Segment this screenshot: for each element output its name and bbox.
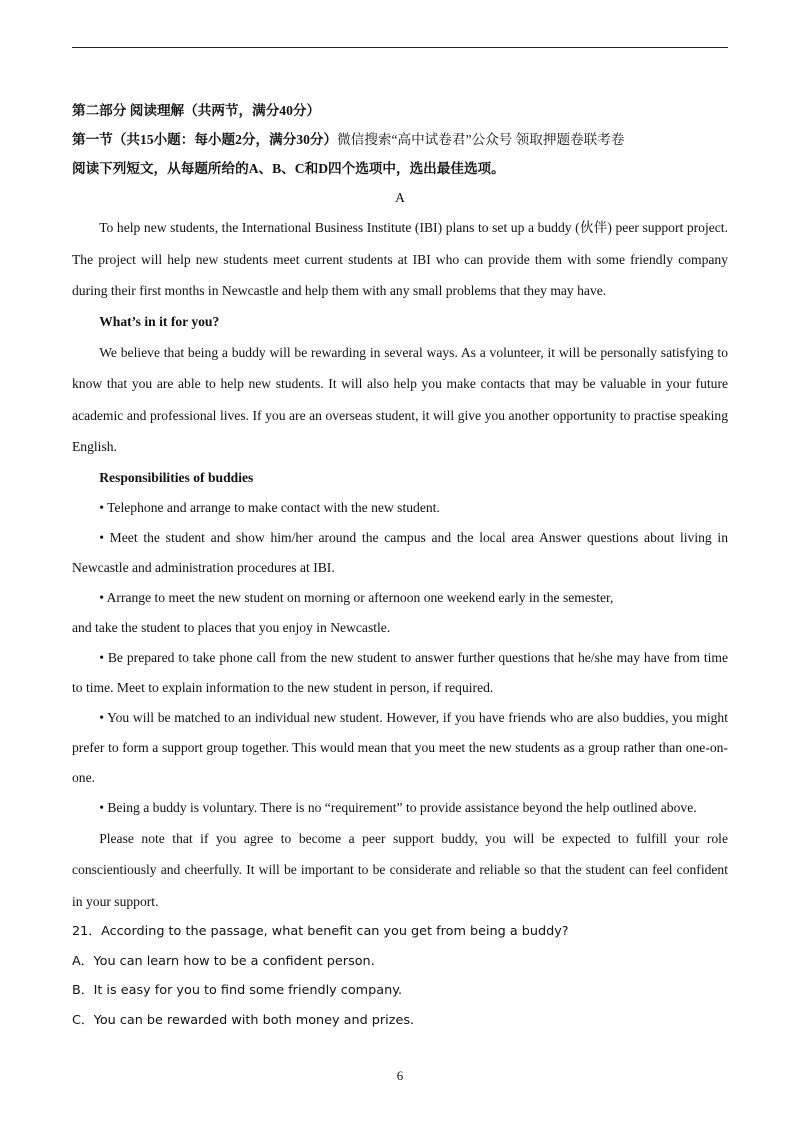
part-heading: 第二部分 阅读理解（共两节，满分40分） [72,103,321,118]
question-stem: 21．According to the passage, what benefit can you get from being a buddy? [72,924,569,939]
closing-paragraph: Please note that if you agree to become a peer support buddy, you will be expected to fulfill your role conscientiously and cheerfully. It will be important to be considerate and reliable so that the student can feel confident in your support. [72,830,728,909]
bullet-item: • Being a buddy is voluntary. There is no “requirement” to provide assistance beyond the help outlined above. [99,799,697,815]
passage-intro: To help new students, the International Business Institute (IBI) plans to set up a buddy (伙伴) peer support project. The project will help new students meet current students at IBI who can provide them with some friendly company during their first months in Newcastle and help them with any small problems that they may have. [72,220,728,298]
bullet-item-continued: and take the student to places that you enjoy in Newcastle. [72,619,391,635]
instruction: 阅读下列短文，从每题所给的A、B、C和D四个选项中，选出最佳选项。 [72,161,505,176]
page-number: 6 [396,1068,404,1083]
option-c: C．You can be rewarded with both money and prizes. [72,1012,415,1028]
subheading-responsibilities: Responsibilities of buddies [99,469,254,485]
bullet-item: • Telephone and arrange to make contact with the new student. [99,499,440,515]
benefit-paragraph: We believe that being a buddy will be rewarding in several ways. As a volunteer, it will be personally satisfying to know that you are able to help new students. It will also help you make contacts that may be valuable in your future academic and professional lives. If you are an overseas student, it will give you another opportunity to practise speaking English. [72,344,728,454]
subheading-benefits: What’s in it for you? [99,313,220,329]
bullet-item: • Be prepared to take phone call from the new student to answer further questions that he/she may have from time to time. Meet to explain information to the new student in person, if required. [72,649,728,695]
bullet-item: • You will be matched to an individual new student. However, if you have friends who are also buddies, you might prefer to form a support group together. This would mean that you meet the new students as a group rather than one-on-one. [72,709,728,785]
option-b: B．It is easy for you to find some friendly company. [72,983,403,998]
header-rule [72,47,728,48]
exam-page [72,96,728,1035]
passage-label: A [395,190,405,205]
option-a: A．You can learn how to be a confident person. [72,953,375,969]
section-heading [72,125,728,154]
section-title: 第一节（共15小题：每小题2分，满分30分） [72,132,338,147]
bullet-item: • Meet the student and show him/her around the campus and the local area Answer questions about living in Newcastle and administration procedures at IBI. [72,529,728,575]
bullet-item: • Arrange to meet the new student on morning or afternoon one weekend early in the semester, [99,589,614,605]
ad-text: 微信搜索“高中试卷君”公众号 领取押题卷联考卷 [337,132,625,147]
